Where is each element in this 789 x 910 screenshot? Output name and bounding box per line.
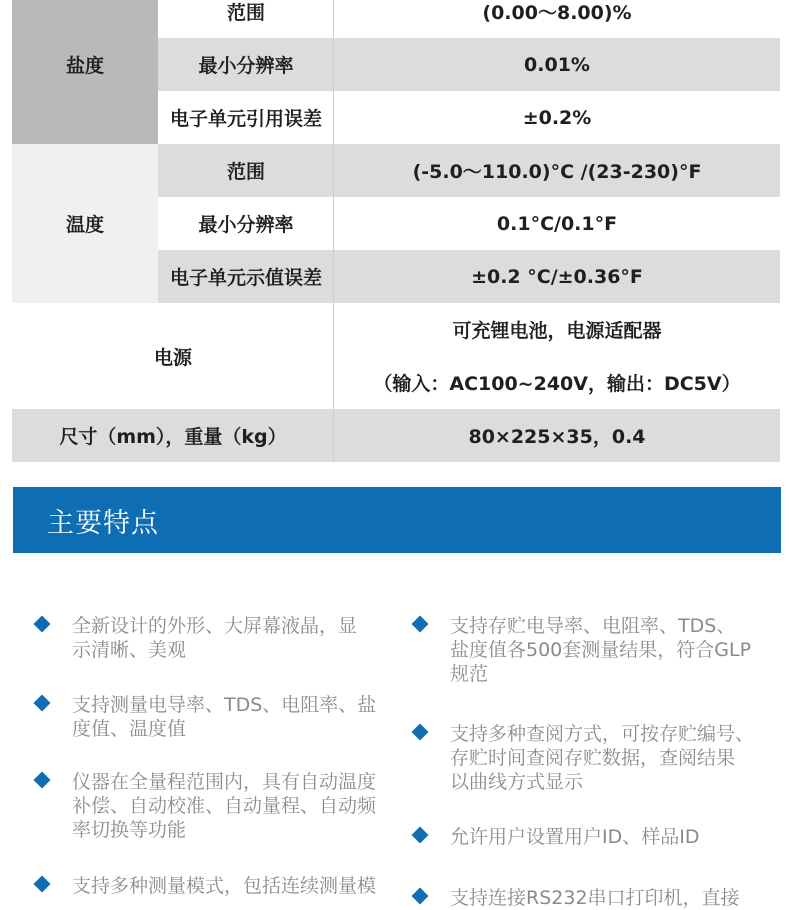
table-row [12, 91, 780, 144]
power-label: 电源 [12, 303, 334, 409]
diamond-bullet-icon [34, 695, 51, 712]
diamond-bullet-icon [412, 616, 429, 633]
feature-text: 支持多种查阅方式，可按存贮编号、 存贮时间查阅存贮数据，查阅结果 以曲线方式显示 [450, 723, 755, 793]
param-name: 最小分辨率 [158, 38, 334, 91]
power-value-line2: （输入：AC100~240V，输出：DC5V） [334, 356, 780, 409]
feature-text: 支持多种测量模式，包括连续测量模 [72, 875, 377, 897]
table-row [12, 409, 780, 462]
param-value: ±0.2% [334, 91, 780, 144]
temperature-group-label: 温度 [12, 144, 158, 303]
param-name: 电子单元引用误差 [158, 91, 334, 144]
feature-text: 全新设计的外形、大屏幕液晶，显 示清晰、美观 [72, 615, 358, 661]
param-value: (-5.0～110.0)°C /(23-230)°F [334, 144, 780, 197]
column-divider [333, 0, 334, 462]
diamond-bullet-icon [412, 827, 429, 844]
diamond-bullet-icon [34, 876, 51, 893]
features-banner [13, 487, 781, 553]
param-value: 0.01% [334, 38, 780, 91]
diamond-bullet-icon [34, 616, 51, 633]
feature-text: 仪器在全量程范围内，具有自动温度 补偿、自动校准、自动量程、自动频 率切换等功能 [72, 771, 377, 841]
diamond-bullet-icon [34, 772, 51, 789]
feature-text: 支持存贮电导率、电阻率、TDS、 盐度值各500套测量结果，符合GLP 规范 [450, 615, 752, 685]
diamond-bullet-icon [412, 888, 429, 905]
size-value: 80×225×35，0.4 [334, 409, 780, 462]
param-name: 范围 [158, 144, 334, 197]
table-row [12, 303, 780, 409]
table-row [12, 38, 780, 91]
table-row [12, 197, 780, 250]
feature-text: 允许用户设置用户ID、样品ID [450, 826, 700, 848]
table-row [12, 0, 780, 38]
size-label: 尺寸（mm），重量（kg） [12, 409, 334, 462]
table-row [12, 250, 780, 303]
diamond-bullet-icon [412, 724, 429, 741]
param-name: 电子单元示值误差 [158, 250, 334, 303]
feature-text: 支持测量电导率、TDS、电阻率、盐 度值、温度值 [72, 694, 377, 740]
param-name: 最小分辨率 [158, 197, 334, 250]
table-row [12, 144, 780, 197]
param-value: ±0.2 °C/±0.36°F [334, 250, 780, 303]
param-value: 0.1°C/0.1°F [334, 197, 780, 250]
param-name: 范围 [158, 0, 334, 38]
section-title: 主要特点 [47, 508, 159, 539]
power-value-line1: 可充锂电池，电源适配器 [334, 303, 780, 356]
param-value: (0.00～8.00)% [334, 0, 780, 38]
salinity-group-label: 盐度 [12, 0, 158, 144]
feature-text: 支持连接RS232串口打印机，直接 [450, 887, 740, 909]
